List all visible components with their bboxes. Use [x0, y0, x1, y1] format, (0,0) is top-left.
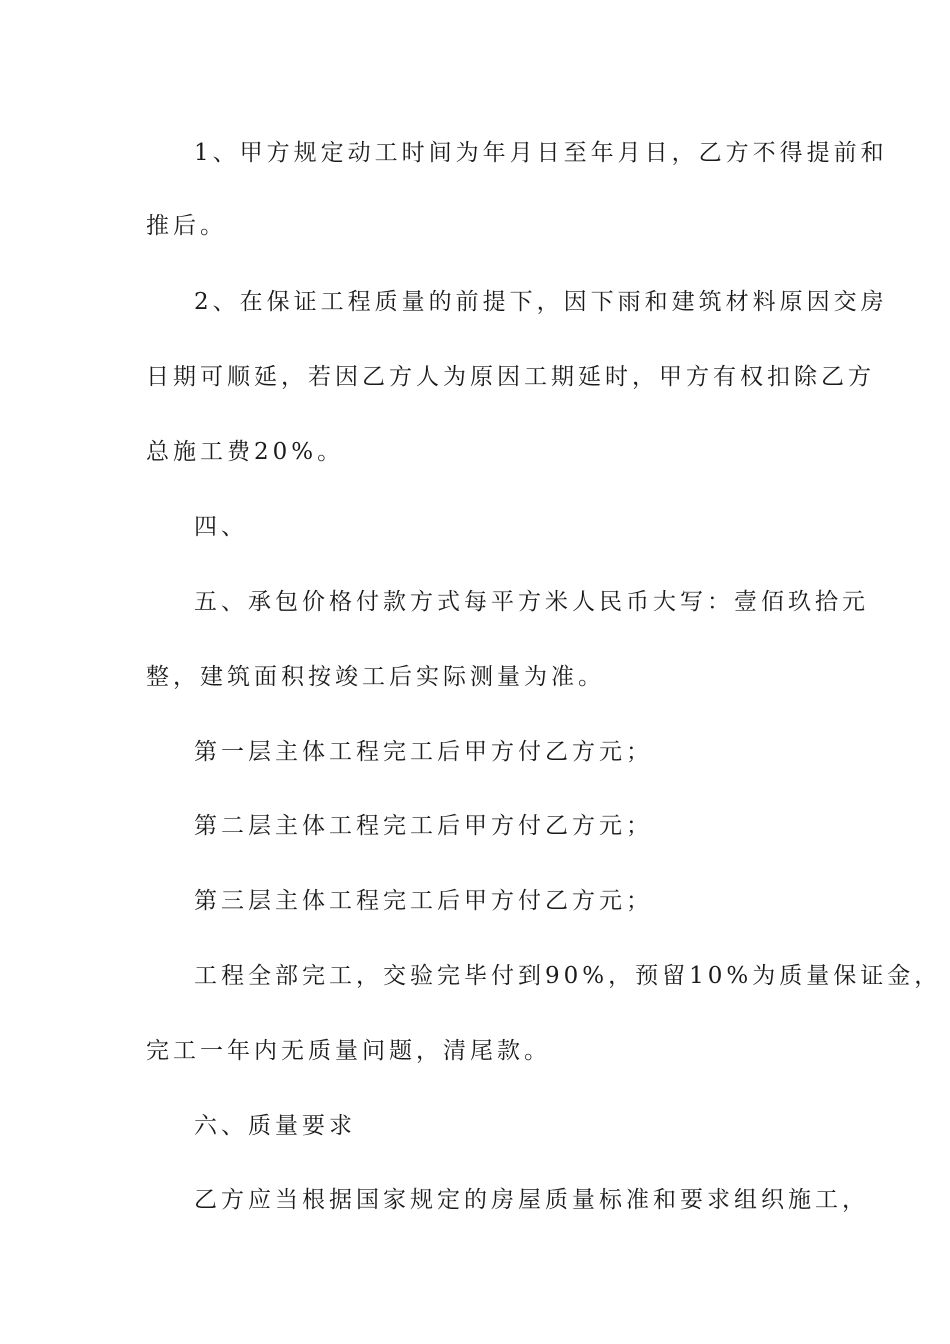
paragraph-line: 1、甲方规定动工时间为年月日至年月日，乙方不得提前和 [194, 140, 888, 166]
paragraph-line: 乙方应当根据国家规定的房屋质量标准和要求组织施工， [194, 1187, 869, 1213]
section-heading: 四、 [194, 514, 248, 540]
section-heading: 六、质量要求 [194, 1113, 356, 1139]
paragraph-line: 2、在保证工程质量的前提下，因下雨和建筑材料原因交房 [194, 289, 888, 315]
paragraph-line: 第三层主体工程完工后甲方付乙方元； [194, 888, 653, 914]
paragraph-line: 完工一年内无质量问题，清尾款。 [146, 1038, 551, 1064]
paragraph-line: 推后。 [146, 213, 227, 239]
paragraph-line: 工程全部完工，交验完毕付到90%，预留10%为质量保证金， [194, 963, 942, 989]
paragraph-line: 整，建筑面积按竣工后实际测量为准。 [146, 664, 605, 690]
paragraph-line: 日期可顺延，若因乙方人为原因工期延时，甲方有权扣除乙方 [146, 364, 875, 390]
paragraph-line: 五、承包价格付款方式每平方米人民币大写：壹佰玖拾元 [194, 589, 869, 615]
paragraph-line: 第一层主体工程完工后甲方付乙方元； [194, 739, 653, 765]
paragraph-line: 总施工费20%。 [146, 439, 345, 465]
paragraph-line: 第二层主体工程完工后甲方付乙方元； [194, 813, 653, 839]
